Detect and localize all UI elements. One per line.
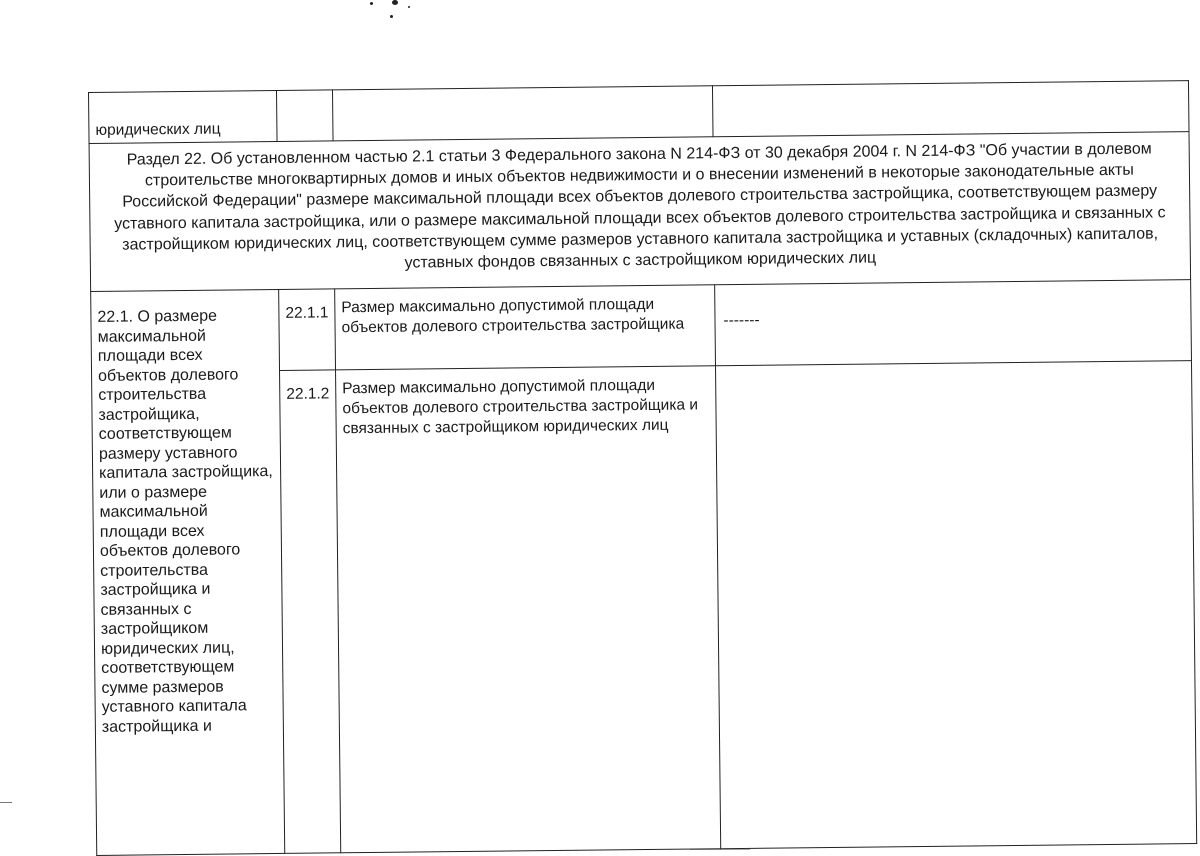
left-edge-mark (0, 802, 12, 803)
row-value: ------- (715, 280, 1192, 366)
top-row-value-cell (712, 81, 1189, 137)
row-number: 22.1.1 (279, 289, 336, 371)
document-table-area (88, 80, 1200, 804)
table-row (91, 280, 1192, 373)
row-number: 22.1.2 (280, 370, 341, 854)
row-value (715, 361, 1196, 849)
row-description: Размер максимально допустимой площади объектов долевого строительства застройщика и связанных с застройщиком юридических лиц (336, 366, 721, 853)
section-22-title: Раздел 22. Об установленном частью 2.1 статьи 3 Федерального закона N 214-ФЗ от 30 декабря 2004 г. N 214-ФЗ "Об участии в долевом строительстве многоквартирных домов и иных объектов недвижимости и о внесении изменений в некоторые законодательные акты Российской Федерации" размере максимальной площади всех объектов долевого строительства застройщика, соответствующем размеру уставного капитала застройщика, или о размере максимальной площади всех объектов долевого строительства застройщика и связанных с застройщиком юридических лиц, соответствующем сумме размеров уставного капитала застройщика и уставных (складочных) капиталов, уставных фондов связанных с застройщиком юридических лиц (89, 132, 1191, 292)
top-row-description-cell (332, 86, 713, 141)
top-row-label: юридических лиц (89, 90, 278, 143)
row-description: Размер максимально допустимой площади объектов долевого строительства застройщика (335, 285, 716, 370)
section-row (89, 132, 1191, 292)
top-row-number-cell (276, 90, 333, 142)
disclosure-table (88, 80, 1197, 856)
group-22-1-label: 22.1. О размере максимальной площади всех объектов долевого строительства застройщика, соответствующем размеру уставного капитала застройщика, или о размере максимальной площади всех объектов долевого строительства застройщика и связанных с застройщиком юридических лиц, соответствующем сумме размеров уставного капитала застройщика и (91, 289, 285, 855)
